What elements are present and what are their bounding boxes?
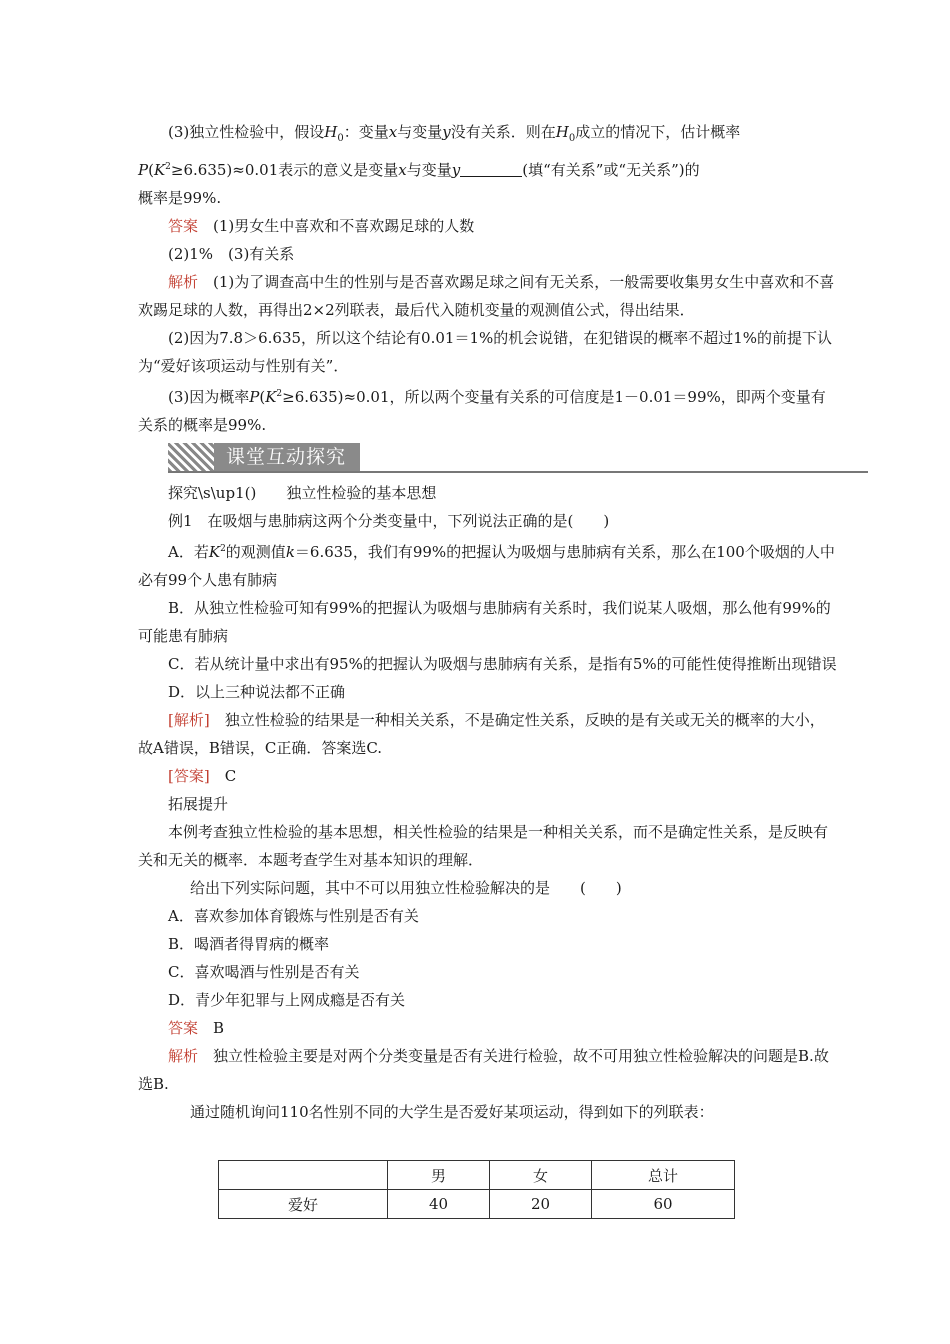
bracket-answer-label: [答案] bbox=[168, 767, 210, 785]
practice-answer: 答案 B bbox=[168, 1019, 225, 1037]
table-cell: 20 bbox=[490, 1190, 592, 1219]
table-cell: 40 bbox=[388, 1190, 490, 1219]
table-header-cell: 女 bbox=[490, 1161, 592, 1190]
example-1-answer: [答案] C bbox=[168, 767, 237, 785]
analysis-label: 解析 bbox=[168, 273, 199, 291]
answer-label: 答案 bbox=[168, 217, 199, 235]
analysis-3: (3)因为概率$P(K^2\ge 6.635)\approx 0.01$，所以两个变量有关系的可信度是1－0.01＝99%，即两个变量有关系的概率是99%. bbox=[138, 388, 826, 434]
option-d: D．以上三种说法都不正确 bbox=[168, 683, 346, 701]
example-1-stem: 例1 在吸烟与患肺病这两个分类变量中，下列说法正确的是( ) bbox=[168, 512, 610, 530]
question-3-line-2: $P(K^2\ge 6.635)\approx 0.01$表示的意义是变量x与变量y (填“有关系”或“无关系”)的 bbox=[138, 161, 700, 179]
contingency-table bbox=[218, 1160, 735, 1219]
question-3-line-1: (3)独立性检验中，假设$H_0$：变量x与变量y没有关系．则在$H_0$成立的情况下，估计概率 bbox=[168, 123, 741, 144]
table-header-row bbox=[219, 1161, 735, 1190]
table-cell: 60 bbox=[592, 1190, 735, 1219]
banner-stripes bbox=[168, 443, 214, 471]
answer-blank bbox=[460, 160, 522, 177]
question-3-line-3: 概率是99%. bbox=[138, 189, 222, 207]
document-body bbox=[138, 118, 838, 1126]
practice-stem: 给出下列实际问题，其中不可以用独立性检验解决的是 ( ) bbox=[190, 879, 622, 897]
option-a: A．若$K^2$的观测值k＝6.635，我们有99%的把握认为吸烟与患肺病有关系，那么在100个吸烟的人中必有99个人患有肺病 bbox=[138, 543, 835, 589]
table-cell: 爱好 bbox=[219, 1190, 388, 1219]
table-header-cell: 总计 bbox=[592, 1161, 735, 1190]
section-banner bbox=[168, 443, 838, 473]
explore-title: 探究\s\up1() 独立性检验的基本思想 bbox=[168, 484, 437, 502]
answer-line-1: 答案 (1)男女生中喜欢和不喜欢踢足球的人数 bbox=[168, 217, 475, 235]
analysis-1: 解析 (1)为了调查高中生的性别与是否喜欢踢足球之间有无关系，一般需要收集男女生中喜欢和不喜欢踢足球的人数，再得出2×2列联表，最后代入随机变量的观测值公式，得出结果． bbox=[138, 273, 835, 319]
practice-option-c: C．喜欢喝酒与性别是否有关 bbox=[168, 963, 360, 981]
extension-title: 拓展提升 bbox=[168, 795, 229, 813]
practice-option-b: B．喝酒者得胃病的概率 bbox=[168, 935, 330, 953]
practice-option-a: A．喜欢参加体育锻炼与性别是否有关 bbox=[168, 907, 419, 925]
practice-analysis: 解析 独立性检验主要是对两个分类变量是否有关进行检验，故不可用独立性检验解决的问题是B.故选B. bbox=[138, 1047, 829, 1093]
table-header-cell bbox=[219, 1161, 388, 1190]
bracket-analysis-label: [解析] bbox=[168, 711, 210, 729]
banner-rule bbox=[168, 471, 868, 473]
option-b: B．从独立性检验可知有99%的把握认为吸烟与患肺病有关系时，我们说某人吸烟，那么他有99%的可能患有肺病 bbox=[138, 599, 831, 645]
survey-stem: 通过随机询问110名性别不同的大学生是否爱好某项运动，得到如下的列联表： bbox=[190, 1103, 714, 1121]
extension-text: 本例考查独立性检验的基本思想，相关性检验的结果是一种相关关系，而不是确定性关系，是反映有关和无关的概率．本题考查学生对基本知识的理解． bbox=[138, 823, 829, 869]
option-c: C．若从统计量中求出有95%的把握认为吸烟与患肺病有关系，是指有5%的可能性使得推断出现错误 bbox=[168, 655, 837, 673]
practice-option-d: D．青少年犯罪与上网成瘾是否有关 bbox=[168, 991, 406, 1009]
banner-title: 课堂互动探究 bbox=[214, 443, 360, 471]
analysis-2: (2)因为7.8＞6.635，所以这个结论有0.01＝1%的机会说错，在犯错误的概率不超过1%的前提下认为“爱好该项运动与性别有关”． bbox=[138, 329, 833, 375]
table-row bbox=[219, 1190, 735, 1219]
table-header-cell: 男 bbox=[388, 1161, 490, 1190]
answer-line-2: (2)1% (3)有关系 bbox=[168, 245, 295, 263]
example-1-analysis: [解析] 独立性检验的结果是一种相关关系，不是确定性关系，反映的是有关或无关的概率的大小，故A错误，B错误，C正确．答案选C. bbox=[138, 711, 825, 757]
